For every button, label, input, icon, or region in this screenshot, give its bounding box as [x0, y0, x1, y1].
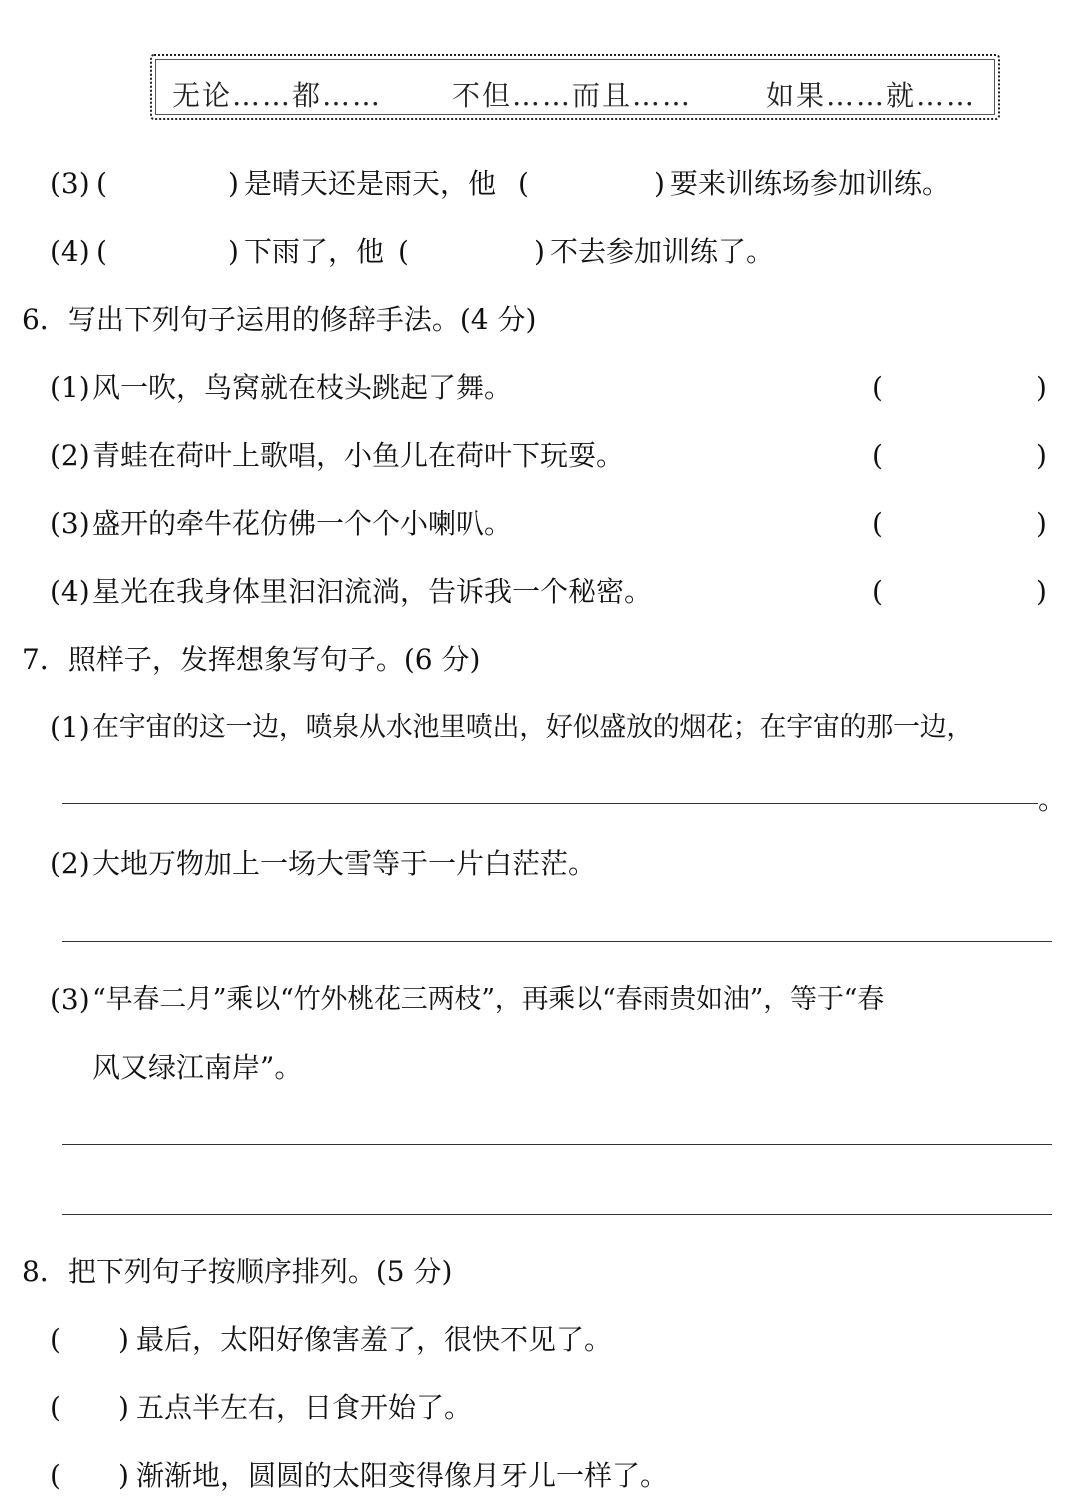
- q7-item1-period: 。: [1038, 783, 1067, 816]
- q6-item1-number: (1): [50, 371, 90, 404]
- q5-item4-open-paren-2: (: [398, 235, 409, 268]
- word-bank-item-1: 无论……都……: [172, 79, 383, 112]
- q5-item3-open-paren-2: (: [518, 167, 529, 200]
- q7-item2-text: 大地万物加上一场大雪等于一片白茫茫。: [92, 847, 597, 880]
- q8-item2-close-paren: ): [118, 1391, 129, 1424]
- q5-item4-text-1: 下雨了，他: [244, 235, 385, 268]
- q7-item2-answer-line[interactable]: [62, 941, 1052, 942]
- q5-item3-close-paren-2: ): [654, 167, 665, 200]
- q6-item3-close-paren: ): [1036, 507, 1047, 540]
- q7-item3-answer-line-1[interactable]: [62, 1144, 1052, 1145]
- q7-item3-text-line2: 风又绿江南岸”。: [92, 1051, 303, 1084]
- q6-item2-text: 青蛙在荷叶上歌唱，小鱼儿在荷叶下玩耍。: [92, 439, 625, 472]
- q6-item3-number: (3): [50, 507, 90, 540]
- q5-item4-close-paren-2: ): [534, 235, 545, 268]
- q6-item1-text: 风一吹，鸟窝就在枝头跳起了舞。: [92, 371, 513, 404]
- q5-item4-open-paren-1: (: [96, 235, 107, 268]
- q5-item3-open-paren-1: (: [96, 167, 107, 200]
- q7-item3-answer-line-2[interactable]: [62, 1214, 1052, 1215]
- q7-item3-text-line1: “早春二月”乘以“竹外桃花三两枝”，再乘以“春雨贵如油”，等于“春: [92, 984, 885, 1015]
- q7-title: 7．照样子，发挥想象写句子。(6 分): [22, 643, 481, 676]
- q6-item1-open-paren: (: [872, 371, 883, 404]
- q6-item4-number: (4): [50, 575, 90, 608]
- q6-item2-open-paren: (: [872, 439, 883, 472]
- q6-item4-close-paren: ): [1036, 575, 1047, 608]
- q6-item2-close-paren: ): [1036, 439, 1047, 472]
- q6-item1-close-paren: ): [1036, 371, 1047, 404]
- q8-item2-open-paren: (: [50, 1391, 61, 1424]
- q5-item4-number: (4): [50, 235, 90, 268]
- q5-item3-number: (3): [50, 167, 90, 200]
- q7-item1-text: 在宇宙的这一边，喷泉从水池里喷出，好似盛放的烟花；在宇宙的那一边，: [92, 712, 974, 743]
- q7-item1-answer-line[interactable]: [62, 803, 1038, 804]
- q5-item3-close-paren-1: ): [228, 167, 239, 200]
- q6-item3-text: 盛开的牵牛花仿佛一个个小喇叭。: [92, 507, 513, 540]
- q5-item3-text-1: 是晴天还是雨天，他: [244, 167, 497, 200]
- q6-item2-number: (2): [50, 439, 90, 472]
- q5-item4-text-2: 不去参加训练了。: [550, 235, 775, 268]
- word-bank-item-3: 如果……就……: [766, 79, 977, 112]
- q7-item3-number: (3): [50, 983, 90, 1016]
- q6-title: 6．写出下列句子运用的修辞手法。(4 分): [22, 303, 537, 336]
- q6-item4-text: 星光在我身体里汩汩流淌，告诉我一个秘密。: [92, 575, 653, 608]
- q8-item1-text: 最后，太阳好像害羞了，很快不见了。: [136, 1323, 613, 1356]
- q7-item1-number: (1): [50, 711, 90, 744]
- q5-item4-close-paren-1: ): [228, 235, 239, 268]
- word-bank-item-2: 不但……而且……: [452, 79, 693, 112]
- q8-item3-open-paren: (: [50, 1459, 61, 1492]
- q8-item3-close-paren: ): [118, 1459, 129, 1492]
- q7-item2-number: (2): [50, 847, 90, 880]
- q6-item3-open-paren: (: [872, 507, 883, 540]
- q8-item3-text: 渐渐地，圆圆的太阳变得像月牙儿一样了。: [136, 1459, 669, 1492]
- q8-item1-close-paren: ): [118, 1323, 129, 1356]
- q8-title: 8．把下列句子按顺序排列。(5 分): [22, 1255, 453, 1288]
- q5-item3-text-2: 要来训练场参加训练。: [670, 167, 951, 200]
- q8-item2-text: 五点半左右，日食开始了。: [136, 1391, 473, 1424]
- q6-item4-open-paren: (: [872, 575, 883, 608]
- q8-item1-open-paren: (: [50, 1323, 61, 1356]
